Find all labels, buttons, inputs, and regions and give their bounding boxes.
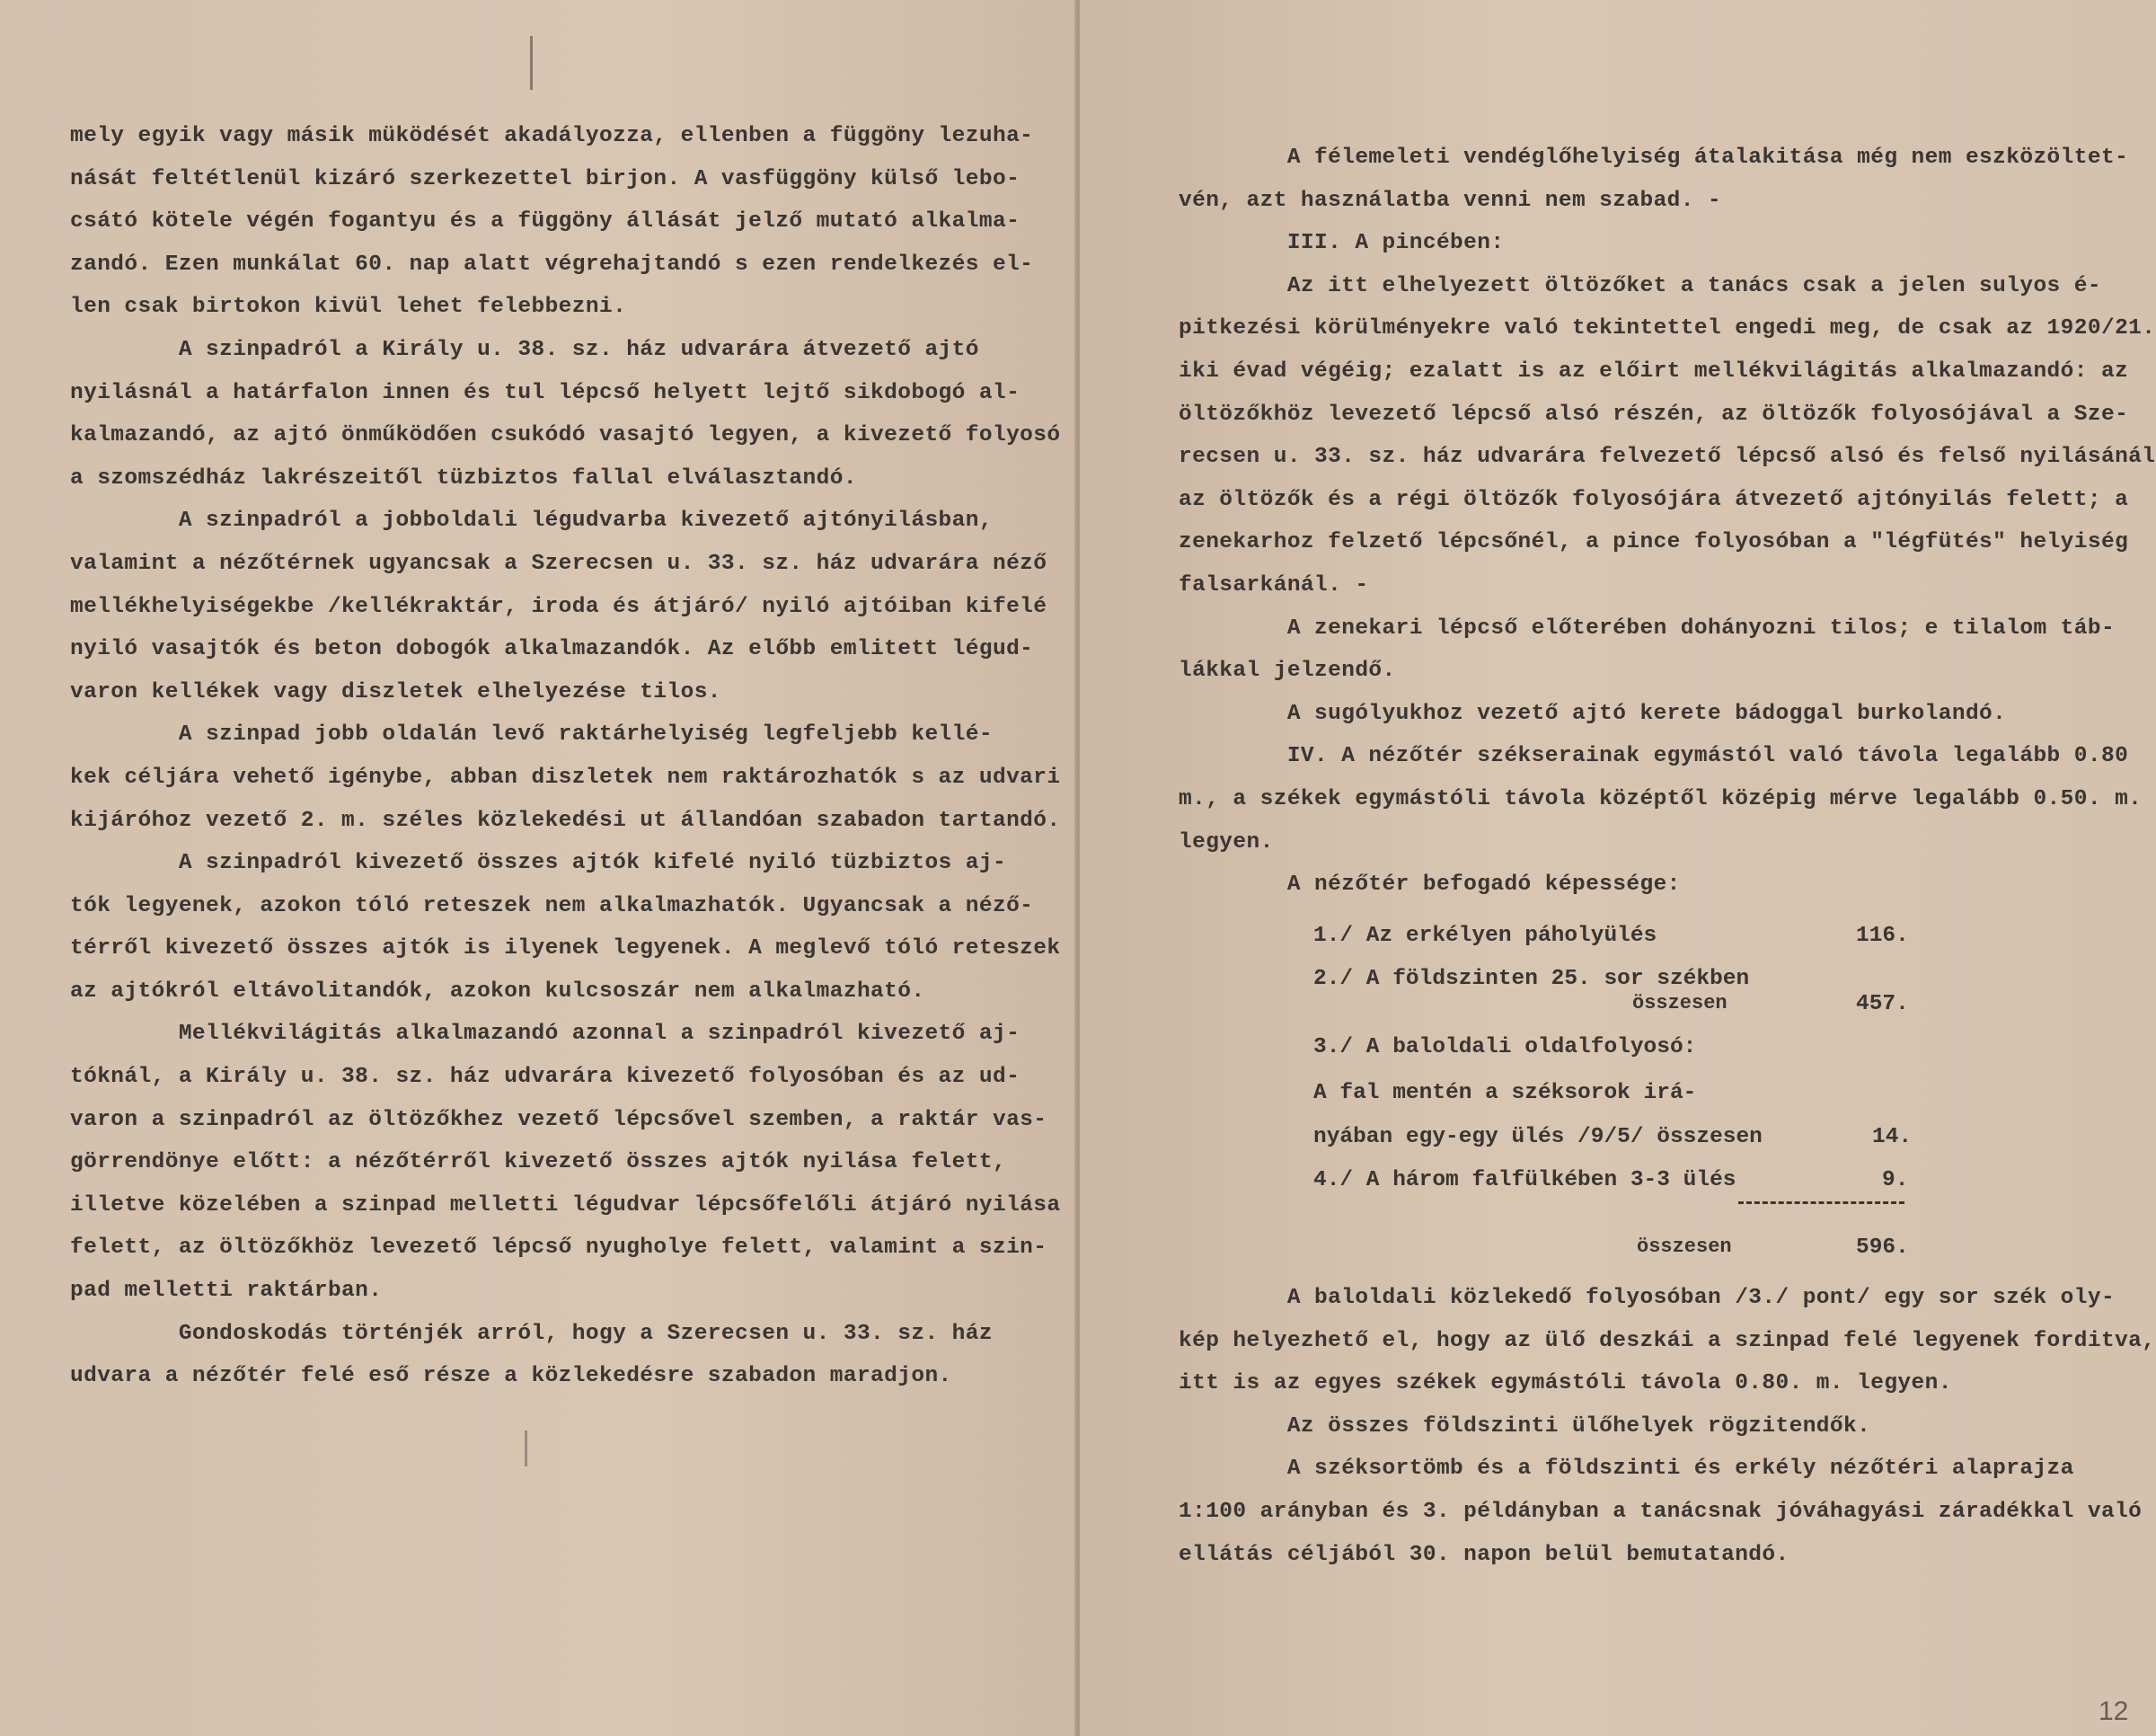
text-line: Az itt elhelyezett öltözőket a tanács csak a jelen sulyos é- — [1179, 273, 2101, 298]
text-line: mellékhelyiségekbe /kellékraktár, iroda és átjáró/ nyiló ajtóiban kifelé — [70, 594, 1047, 619]
text-line: IV. A nézőtér székserainak egymástól való távola legalább 0.80 — [1179, 744, 2129, 769]
text-line: falsarkánál. - — [1179, 572, 1369, 598]
text-line: varon kellékek vagy diszletek elhelyezése tilos. — [70, 679, 721, 704]
text-line: udvara a nézőtér felé eső része a közlekedésre szabadon maradjon. — [70, 1364, 952, 1389]
text-line: zandó. Ezen munkálat 60. nap alatt végrehajtandó s ezen rendelkezés el- — [70, 252, 1034, 277]
text-line: A félemeleti vendéglőhelyiség átalakitása még nem eszközöltet- — [1179, 146, 2129, 170]
text-line: A szinpadról a jobboldali légudvarba kivezető ajtónyilásban, — [70, 509, 993, 534]
text-line: A baloldali közlekedő folyosóban /3./ pont/ egy sor szék oly- — [1179, 1286, 2116, 1310]
text-line: Mellékvilágitás alkalmazandó azonnal a szinpadról kivezető aj- — [70, 1022, 1021, 1047]
text-line: pitkezési körülményekre való tekintettel engedi meg, de csak az 1920/21. — [1179, 316, 2156, 341]
capacity-item-3: 3./ A baloldali oldalfolyosó: — [1313, 1035, 1697, 1059]
page-number: 12 — [2099, 1696, 2129, 1726]
text-line: tóknál, a Király u. 38. sz. ház udvarára kivezető folyosóban és az ud- — [70, 1065, 1021, 1090]
text-line: görrendönye előtt: a nézőtérről kivezető összes ajtók nyilása felett, — [70, 1150, 1007, 1175]
capacity-item-2-sub: összesen — [1632, 992, 1727, 1014]
text-line: valamint a nézőtérnek ugyancsak a Szerecsen u. 33. sz. ház udvarára néző — [70, 551, 1047, 576]
text-line: A nézőtér befogadó képessége: — [1179, 872, 1681, 898]
text-line: recsen u. 33. sz. ház udvarára felvezető lépcső alsó és felső nyilásánál — [1179, 445, 2156, 470]
text-line: kalmazandó, az ajtó önműködően csukódó vasajtó legyen, a kivezető folyosó — [70, 423, 1061, 448]
capacity-item-2: 2./ A földszinten 25. sor székben — [1313, 967, 1750, 991]
right-page-text — [1179, 137, 2155, 907]
text-line: nyiló vasajtók és beton dobogók alkalmazandók. Az előbb emlitett légud- — [70, 637, 1034, 662]
text-line: a szomszédház lakrészeitől tüzbiztos fallal elválasztandó. — [70, 465, 857, 491]
text-line: nását feltétlenül kizáró szerkezettel birjon. A vasfüggöny külső lebo- — [70, 166, 1021, 191]
text-line: Gondoskodás történjék arról, hogy a Szerecsen u. 33. sz. ház — [70, 1321, 993, 1346]
text-line: lákkal jelzendő. — [1179, 659, 1396, 684]
capacity-item-3b: nyában egy-egy ülés /9/5/ összesen — [1313, 1125, 1763, 1149]
left-page — [0, 0, 1076, 1736]
total-label: összesen — [1637, 1236, 1732, 1258]
text-line: térről kivezető összes ajtók is ilyenek legyenek. A meglevő tóló reteszek — [70, 936, 1061, 961]
text-line: felett, az öltözőkhöz levezető lépcső nyugholye felett, valamint a szin- — [70, 1236, 1047, 1261]
capacity-item-4: 4./ A három falfülkében 3-3 ülés — [1313, 1168, 1736, 1192]
text-line: A zenekari lépcső előterében dohányozni tilos; e tilalom táb- — [1179, 616, 2116, 641]
left-page-text — [70, 115, 1060, 1398]
text-line: mely egyik vagy másik müködését akadályozza, ellenben a függöny lezuha- — [70, 124, 1034, 148]
total-value: 596. — [1856, 1236, 1909, 1260]
text-line: A sugólyukhoz vezető ajtó kerete bádoggal burkolandó. — [1179, 701, 2007, 726]
text-line: ellátás céljából 30. napon belül bemutatandó. — [1179, 1542, 1789, 1567]
sum-rule — [1738, 1201, 1904, 1204]
text-line: 1:100 arányban és 3. példányban a tanácsnak jóváhagyási záradékkal való — [1179, 1499, 2143, 1524]
text-line: az öltözők és a régi öltözők folyosójára átvezető ajtónyilás felett; a — [1179, 487, 2129, 512]
text-line: zenekarhoz felzető lépcsőnél, a pince folyosóban a "légfütés" helyiség — [1179, 530, 2129, 555]
text-line: A szinpadról a Király u. 38. sz. ház udvarára átvezető ajtó — [70, 337, 979, 362]
text-line: m., a székek egymástóli távola középtől középig mérve legalább 0.50. m. — [1179, 786, 2143, 811]
capacity-value-2: 457. — [1856, 992, 1909, 1016]
binding-mark-bottom — [525, 1430, 527, 1466]
text-line: az ajtókról eltávolitandók, azokon kulcsoszár nem alkalmazható. — [70, 979, 925, 1004]
capacity-item-3a: A fal mentén a széksorok irá- — [1313, 1081, 1697, 1105]
capacity-value-3: 14. — [1872, 1125, 1913, 1149]
text-line: vén, azt használatba venni nem szabad. - — [1179, 188, 1722, 213]
text-line: illetve közelében a szinpad melletti légudvar lépcsőfelőli átjáró nyilása — [70, 1192, 1061, 1218]
right-page-text-after — [1179, 1277, 2155, 1576]
text-line: A szinpadról kivezető összes ajtók kifelé nyiló tüzbiztos aj- — [70, 851, 1007, 876]
text-line: nyilásnál a határfalon innen és tul lépcső helyett lejtő sikdobogó al- — [70, 380, 1021, 405]
text-line: öltözőkhöz levezető lépcső alsó részén, az öltözők folyosójával a Sze- — [1179, 402, 2129, 427]
text-line: kek céljára vehető igénybe, abban diszletek nem raktározhatók s az udvari — [70, 765, 1061, 790]
text-line: kijáróhoz vezető 2. m. széles közlekedési ut állandóan szabadon tartandó. — [70, 808, 1061, 833]
capacity-value-1: 116. — [1856, 924, 1909, 948]
text-line: legyen. — [1179, 829, 1274, 855]
text-line: iki évad végéig; ezalatt is az előirt mellékvilágitás alkalmazandó: az — [1179, 359, 2129, 384]
text-line: A szinpad jobb oldalán levő raktárhelyiség legfeljebb kellé- — [70, 722, 993, 748]
capacity-value-4: 9. — [1882, 1168, 1909, 1192]
text-line: tók legyenek, azokon tóló reteszek nem alkalmazhatók. Ugyancsak a néző- — [70, 893, 1034, 918]
text-line: len csak birtokon kivül lehet felebbezni. — [70, 295, 627, 320]
text-line: A széksortömb és a földszinti és erkély nézőtéri alaprajza — [1179, 1457, 2074, 1482]
capacity-item-1: 1./ Az erkélyen páholyülés — [1313, 924, 1657, 948]
text-line: III. A pincében: — [1179, 231, 1505, 256]
text-line: itt is az egyes székek egymástóli távola 0.80. m. legyen. — [1179, 1371, 1952, 1396]
binding-mark-top — [530, 36, 533, 90]
text-line: pad melletti raktárban. — [70, 1279, 383, 1304]
text-line: csátó kötele végén fogantyu és a függöny állását jelző mutató alkalma- — [70, 209, 1021, 235]
text-line: Az összes földszinti ülőhelyek rögzitendők. — [1179, 1413, 1871, 1439]
text-line: kép helyezhető el, hogy az ülő deszkái a szinpad felé legyenek forditva, — [1179, 1328, 2156, 1353]
text-line: varon a szinpadról az öltözőkhez vezető lépcsővel szemben, a raktár vas- — [70, 1107, 1047, 1132]
